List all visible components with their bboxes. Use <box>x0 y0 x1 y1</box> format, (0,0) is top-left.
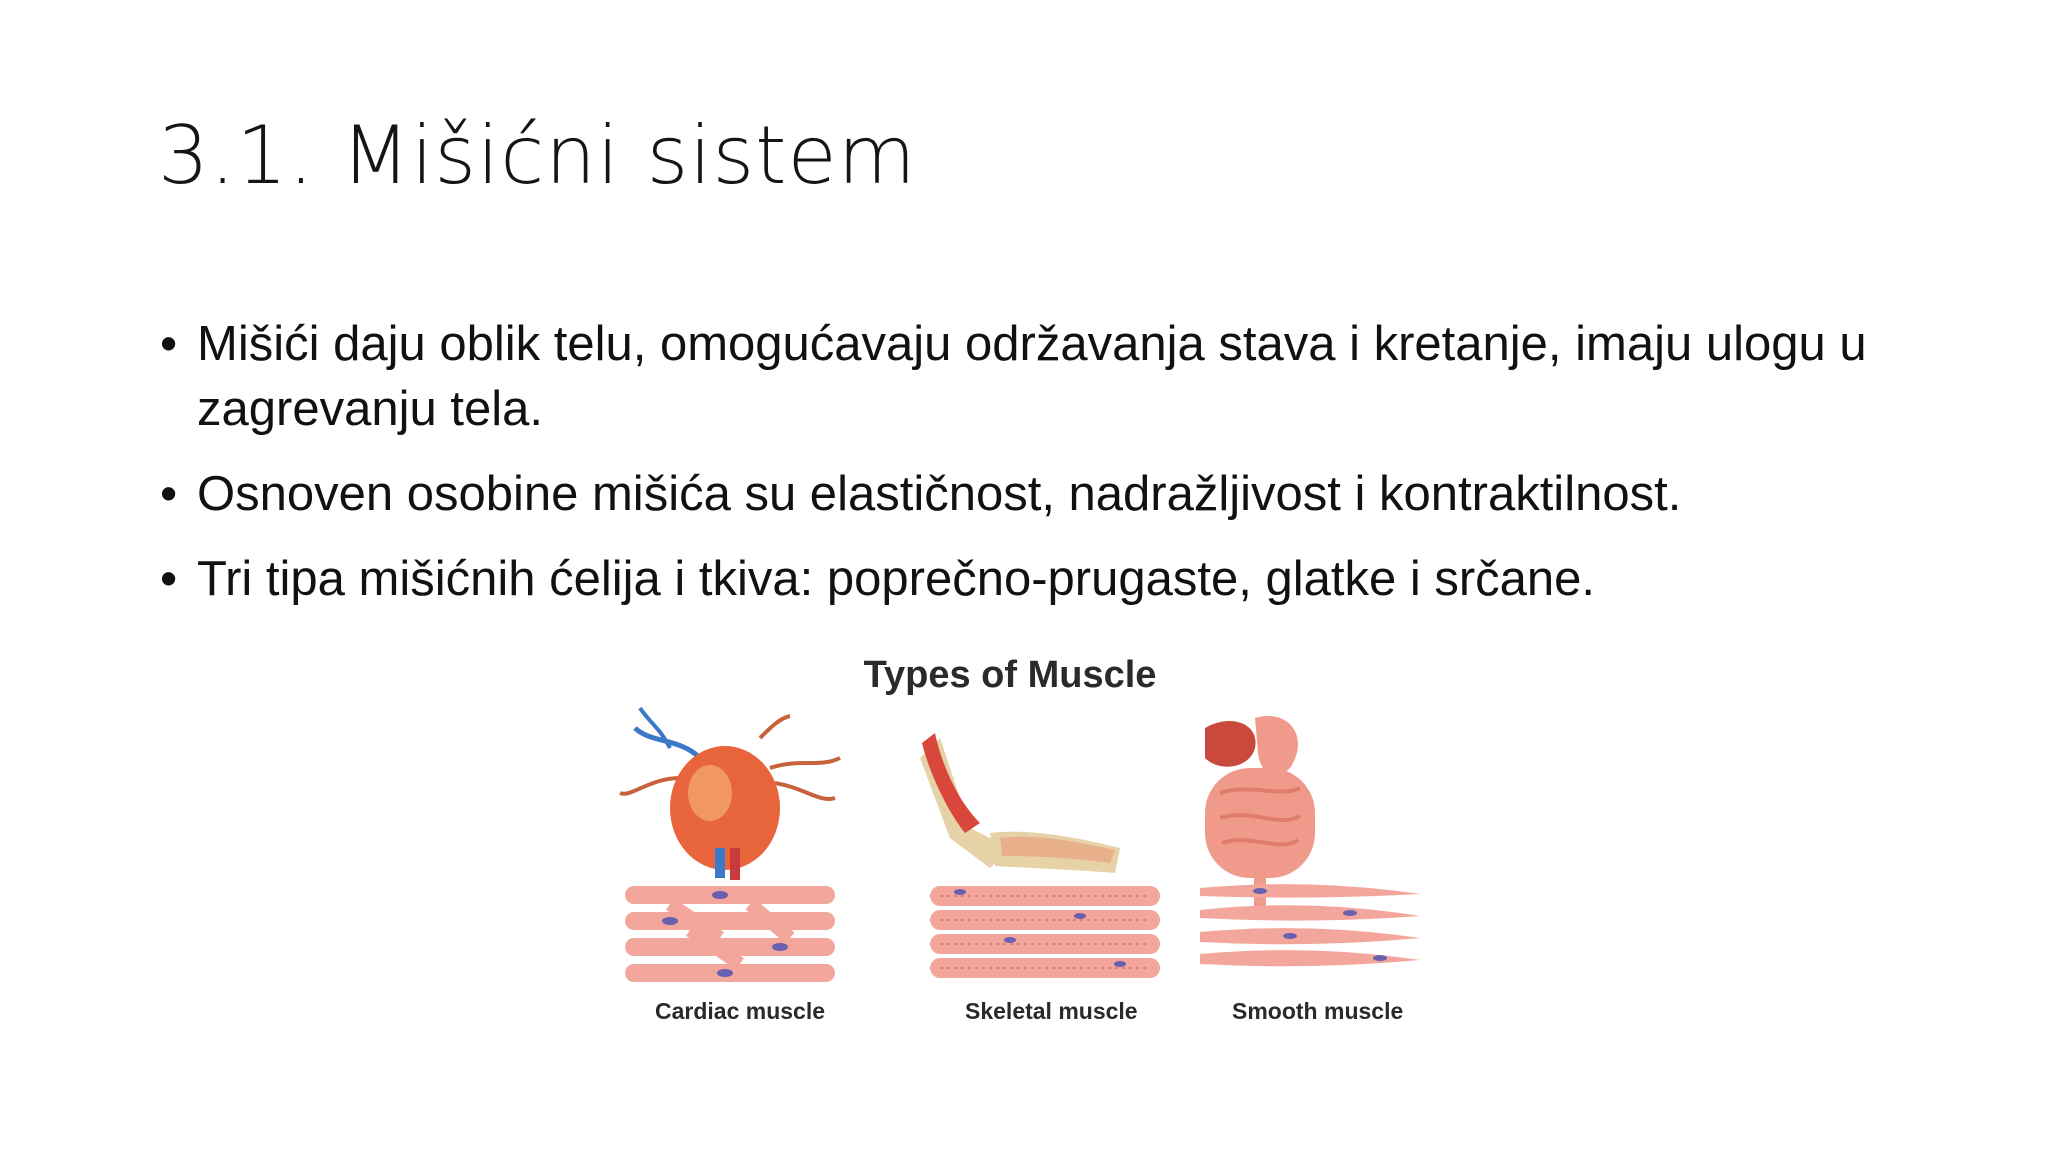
bullet-item <box>160 547 1920 612</box>
bullet-item <box>160 462 1920 527</box>
arm-illustration <box>920 733 1120 873</box>
bullet-text: Osnoven osobine mišića su elastičnost, nadražljivost i kontraktilnost. <box>197 467 1682 521</box>
label-cardiac-muscle: Cardiac muscle <box>655 998 826 1024</box>
digestive-organs-illustration <box>1205 716 1315 908</box>
bullet-item <box>160 312 1920 442</box>
heart-illustration <box>620 708 840 880</box>
muscle-types-figure <box>610 648 1470 1048</box>
bullet-text: Mišići daju oblik telu, omogućavaju održavanja stava i kretanje, imaju ulogu u zagrevanju tela. <box>197 317 1867 436</box>
label-skeletal-muscle: Skeletal muscle <box>965 998 1138 1024</box>
bullet-text: Tri tipa mišićnih ćelija i tkiva: poprečno-prugaste, glatke i srčane. <box>197 552 1596 606</box>
slide-title: 3.1. Mišićni sistem <box>158 109 917 202</box>
bullet-marker: • <box>160 317 178 371</box>
smooth-tissue <box>1200 884 1420 966</box>
figure-title: Types of Muscle <box>863 654 1157 696</box>
bullet-marker: • <box>160 467 178 521</box>
skeletal-tissue <box>930 886 1160 978</box>
label-smooth-muscle: Smooth muscle <box>1232 998 1404 1024</box>
cardiac-tissue <box>625 886 835 982</box>
muscle-illustration <box>610 698 1470 998</box>
bullet-marker: • <box>160 552 178 606</box>
bullet-list <box>160 312 1920 632</box>
